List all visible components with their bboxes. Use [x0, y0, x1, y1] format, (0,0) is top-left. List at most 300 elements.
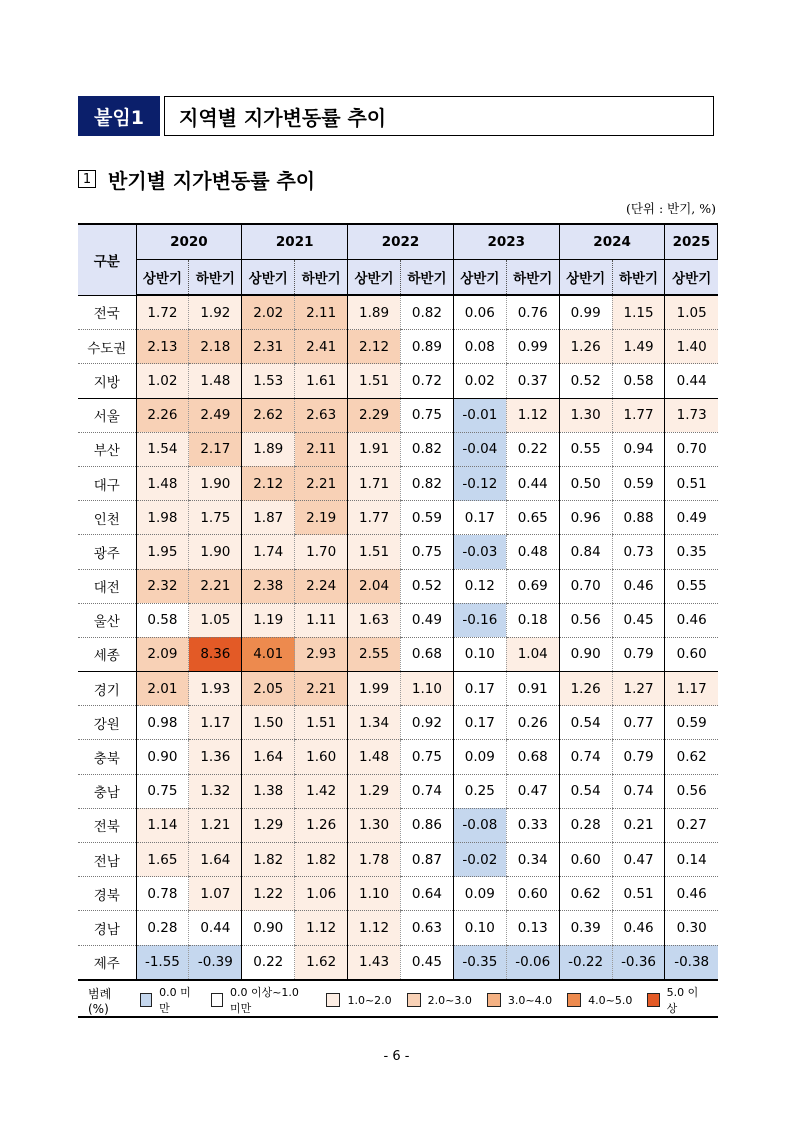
value-cell: 0.06: [453, 295, 506, 330]
value-cell: 1.49: [612, 330, 665, 364]
value-cell: 0.58: [136, 603, 189, 637]
value-cell: 0.37: [506, 364, 559, 398]
legend-item: [140, 984, 196, 1016]
value-cell: 1.51: [348, 364, 401, 398]
value-cell: 0.17: [453, 672, 506, 706]
value-cell: -0.12: [453, 466, 506, 500]
region-cell: 인천: [78, 501, 136, 535]
half-header: 상반기: [136, 260, 189, 296]
value-cell: 1.34: [348, 706, 401, 740]
value-cell: 2.21: [295, 672, 348, 706]
value-cell: 0.59: [665, 706, 718, 740]
year-header: 2025: [665, 224, 718, 260]
value-cell: 2.31: [242, 330, 295, 364]
value-cell: 2.26: [136, 398, 189, 432]
value-cell: 1.14: [136, 808, 189, 842]
year-header: 2023: [453, 224, 559, 260]
legend-label: 1.0~2.0: [347, 993, 392, 1007]
table-row: [78, 637, 718, 671]
value-cell: 1.07: [189, 877, 242, 911]
year-header-row: [78, 224, 718, 260]
value-cell: 1.75: [189, 501, 242, 535]
value-cell: 0.45: [612, 603, 665, 637]
value-cell: 0.78: [136, 877, 189, 911]
value-cell: 0.59: [612, 466, 665, 500]
legend: [78, 984, 718, 1018]
value-cell: 0.62: [559, 877, 612, 911]
value-cell: 0.74: [612, 774, 665, 808]
value-cell: 0.10: [453, 911, 506, 945]
value-cell: 1.64: [242, 740, 295, 774]
legend-item: [647, 984, 703, 1016]
value-cell: 2.21: [189, 569, 242, 603]
legend-items: [140, 984, 718, 1016]
value-cell: 0.75: [400, 535, 453, 569]
value-cell: 0.98: [136, 706, 189, 740]
value-cell: 1.21: [189, 808, 242, 842]
value-cell: 1.54: [136, 432, 189, 466]
value-cell: 0.88: [612, 501, 665, 535]
value-cell: 0.46: [665, 877, 718, 911]
half-header-row: [78, 260, 718, 296]
region-cell: 경북: [78, 877, 136, 911]
legend-swatch: [326, 993, 340, 1007]
table-row: [78, 501, 718, 535]
value-cell: -1.55: [136, 945, 189, 980]
value-cell: 2.41: [295, 330, 348, 364]
table-row: [78, 364, 718, 398]
value-cell: 1.72: [136, 295, 189, 330]
value-cell: -0.22: [559, 945, 612, 980]
value-cell: 1.70: [295, 535, 348, 569]
region-cell: 울산: [78, 603, 136, 637]
value-cell: 1.26: [559, 672, 612, 706]
value-cell: 1.65: [136, 843, 189, 877]
legend-item: [567, 993, 632, 1007]
value-cell: 0.17: [453, 501, 506, 535]
value-cell: 0.35: [665, 535, 718, 569]
table-row: [78, 295, 718, 330]
table-row: [78, 569, 718, 603]
value-cell: 1.51: [295, 706, 348, 740]
value-cell: 1.12: [506, 398, 559, 432]
table-row: [78, 603, 718, 637]
value-cell: 0.17: [453, 706, 506, 740]
half-header: 하반기: [295, 260, 348, 296]
value-cell: 1.93: [189, 672, 242, 706]
region-cell: 세종: [78, 637, 136, 671]
value-cell: 0.28: [559, 808, 612, 842]
value-cell: 0.30: [665, 911, 718, 945]
value-cell: 1.82: [242, 843, 295, 877]
region-cell: 부산: [78, 432, 136, 466]
value-cell: 0.75: [136, 774, 189, 808]
value-cell: 1.53: [242, 364, 295, 398]
value-cell: 0.13: [506, 911, 559, 945]
year-header: 2020: [136, 224, 242, 260]
value-cell: 0.69: [506, 569, 559, 603]
value-cell: 0.18: [506, 603, 559, 637]
table-row: [78, 398, 718, 432]
value-cell: 2.93: [295, 637, 348, 671]
value-cell: -0.39: [189, 945, 242, 980]
region-cell: 광주: [78, 535, 136, 569]
value-cell: 0.82: [400, 466, 453, 500]
table-row: [78, 672, 718, 706]
legend-label: 4.0~5.0: [588, 993, 633, 1007]
table-row: [78, 774, 718, 808]
legend-swatch: [567, 993, 581, 1007]
value-cell: 0.52: [559, 364, 612, 398]
value-cell: 0.74: [559, 740, 612, 774]
value-cell: 1.77: [348, 501, 401, 535]
value-cell: 0.91: [506, 672, 559, 706]
value-cell: -0.06: [506, 945, 559, 980]
value-cell: 1.10: [400, 672, 453, 706]
value-cell: 0.96: [559, 501, 612, 535]
value-cell: 0.28: [136, 911, 189, 945]
value-cell: 2.02: [242, 295, 295, 330]
value-cell: 0.64: [400, 877, 453, 911]
value-cell: 2.13: [136, 330, 189, 364]
legend-item: [407, 993, 472, 1007]
value-cell: 1.95: [136, 535, 189, 569]
value-cell: 1.22: [242, 877, 295, 911]
value-cell: -0.03: [453, 535, 506, 569]
value-cell: -0.04: [453, 432, 506, 466]
value-cell: 1.05: [189, 603, 242, 637]
value-cell: 0.33: [506, 808, 559, 842]
legend-label: 0.0 이상~1.0 미만: [229, 986, 299, 1015]
value-cell: 0.82: [400, 295, 453, 330]
value-cell: 0.68: [400, 637, 453, 671]
value-cell: 2.11: [295, 295, 348, 330]
value-cell: -0.02: [453, 843, 506, 877]
value-cell: 2.12: [242, 466, 295, 500]
value-cell: 0.47: [506, 774, 559, 808]
table-row: [78, 466, 718, 500]
legend-swatch: [140, 993, 152, 1007]
year-header: 2021: [242, 224, 348, 260]
region-cell: 전국: [78, 295, 136, 330]
value-cell: 1.90: [189, 466, 242, 500]
value-cell: 0.72: [400, 364, 453, 398]
value-cell: 1.26: [559, 330, 612, 364]
value-cell: 0.82: [400, 432, 453, 466]
legend-label: 0.0 미만: [159, 986, 191, 1015]
value-cell: 2.32: [136, 569, 189, 603]
half-header: 하반기: [506, 260, 559, 296]
value-cell: 1.11: [295, 603, 348, 637]
legend-item: [211, 984, 312, 1016]
value-cell: -0.38: [665, 945, 718, 980]
value-cell: 1.92: [189, 295, 242, 330]
value-cell: 0.70: [665, 432, 718, 466]
value-cell: 1.89: [242, 432, 295, 466]
value-cell: 1.27: [612, 672, 665, 706]
value-cell: 2.12: [348, 330, 401, 364]
value-cell: 0.08: [453, 330, 506, 364]
value-cell: 0.54: [559, 706, 612, 740]
value-cell: 0.84: [559, 535, 612, 569]
half-header: 상반기: [559, 260, 612, 296]
value-cell: 0.60: [506, 877, 559, 911]
value-cell: 0.86: [400, 808, 453, 842]
value-cell: 0.73: [612, 535, 665, 569]
value-cell: -0.08: [453, 808, 506, 842]
value-cell: 2.29: [348, 398, 401, 432]
region-cell: 강원: [78, 706, 136, 740]
value-cell: 1.15: [612, 295, 665, 330]
value-cell: 0.14: [665, 843, 718, 877]
region-cell: 수도권: [78, 330, 136, 364]
table-row: [78, 535, 718, 569]
value-cell: 0.46: [665, 603, 718, 637]
value-cell: 2.55: [348, 637, 401, 671]
value-cell: 2.62: [242, 398, 295, 432]
value-cell: 0.94: [612, 432, 665, 466]
half-header: 상반기: [665, 260, 718, 296]
value-cell: 1.32: [189, 774, 242, 808]
value-cell: 2.38: [242, 569, 295, 603]
value-cell: 0.70: [559, 569, 612, 603]
land-price-table: [78, 223, 718, 981]
value-cell: 0.56: [665, 774, 718, 808]
value-cell: 1.04: [506, 637, 559, 671]
table-row: [78, 740, 718, 774]
value-cell: 0.74: [400, 774, 453, 808]
value-cell: 1.12: [295, 911, 348, 945]
table-row: [78, 945, 718, 980]
section-title: 반기별 지가변동률 추이: [108, 168, 316, 193]
value-cell: 1.90: [189, 535, 242, 569]
value-cell: 1.89: [348, 295, 401, 330]
value-cell: 1.99: [348, 672, 401, 706]
value-cell: 0.90: [136, 740, 189, 774]
value-cell: 0.12: [453, 569, 506, 603]
appendix-header: [78, 96, 714, 136]
value-cell: 1.73: [665, 398, 718, 432]
value-cell: 1.40: [665, 330, 718, 364]
value-cell: 0.26: [506, 706, 559, 740]
half-header: 하반기: [189, 260, 242, 296]
value-cell: 0.68: [506, 740, 559, 774]
value-cell: 0.45: [400, 945, 453, 980]
value-cell: 0.49: [400, 603, 453, 637]
value-cell: 0.92: [400, 706, 453, 740]
value-cell: 0.10: [453, 637, 506, 671]
value-cell: -0.16: [453, 603, 506, 637]
value-cell: 0.22: [506, 432, 559, 466]
legend-swatch: [407, 993, 421, 1007]
value-cell: 1.63: [348, 603, 401, 637]
value-cell: 1.29: [242, 808, 295, 842]
value-cell: 0.90: [559, 637, 612, 671]
value-cell: 0.27: [665, 808, 718, 842]
value-cell: 0.54: [559, 774, 612, 808]
value-cell: 1.62: [295, 945, 348, 980]
region-cell: 대구: [78, 466, 136, 500]
value-cell: 0.59: [400, 501, 453, 535]
legend-swatch: [487, 993, 501, 1007]
half-header: 상반기: [242, 260, 295, 296]
value-cell: 0.51: [612, 877, 665, 911]
region-cell: 전북: [78, 808, 136, 842]
value-cell: 0.55: [665, 569, 718, 603]
value-cell: 0.60: [665, 637, 718, 671]
value-cell: 1.60: [295, 740, 348, 774]
half-header: 상반기: [453, 260, 506, 296]
value-cell: 0.22: [242, 945, 295, 980]
value-cell: 1.29: [348, 774, 401, 808]
value-cell: 1.87: [242, 501, 295, 535]
region-header: 구분: [78, 224, 136, 295]
value-cell: 1.82: [295, 843, 348, 877]
value-cell: 0.75: [400, 398, 453, 432]
value-cell: 2.04: [348, 569, 401, 603]
legend-swatch: [647, 993, 659, 1007]
value-cell: 1.71: [348, 466, 401, 500]
page-number: - 6 -: [383, 1049, 410, 1064]
value-cell: 2.21: [295, 466, 348, 500]
value-cell: 1.42: [295, 774, 348, 808]
legend-swatch: [211, 993, 223, 1007]
value-cell: 0.76: [506, 295, 559, 330]
table-row: [78, 843, 718, 877]
value-cell: 1.38: [242, 774, 295, 808]
value-cell: 0.48: [506, 535, 559, 569]
value-cell: 1.50: [242, 706, 295, 740]
value-cell: 2.11: [295, 432, 348, 466]
half-header: 상반기: [348, 260, 401, 296]
value-cell: -0.36: [612, 945, 665, 980]
table-row: [78, 877, 718, 911]
region-cell: 제주: [78, 945, 136, 980]
table-row: [78, 330, 718, 364]
section-number: 1: [78, 170, 96, 188]
value-cell: 0.75: [400, 740, 453, 774]
value-cell: 0.46: [612, 911, 665, 945]
value-cell: 1.17: [665, 672, 718, 706]
value-cell: 0.60: [559, 843, 612, 877]
value-cell: 0.99: [559, 295, 612, 330]
value-cell: 2.24: [295, 569, 348, 603]
value-cell: 0.46: [612, 569, 665, 603]
appendix-title: 지역별 지가변동률 추이: [164, 96, 714, 136]
value-cell: 1.43: [348, 945, 401, 980]
year-header: 2022: [348, 224, 454, 260]
region-cell: 전남: [78, 843, 136, 877]
value-cell: 0.58: [612, 364, 665, 398]
value-cell: 2.05: [242, 672, 295, 706]
table-body: [78, 295, 718, 980]
value-cell: 1.91: [348, 432, 401, 466]
value-cell: 0.02: [453, 364, 506, 398]
value-cell: 0.90: [242, 911, 295, 945]
value-cell: 0.44: [189, 911, 242, 945]
value-cell: 1.06: [295, 877, 348, 911]
value-cell: 2.63: [295, 398, 348, 432]
value-cell: 1.48: [348, 740, 401, 774]
region-cell: 지방: [78, 364, 136, 398]
table-row: [78, 706, 718, 740]
legend-label: 5.0 이상: [666, 986, 699, 1015]
value-cell: 0.56: [559, 603, 612, 637]
value-cell: 0.34: [506, 843, 559, 877]
value-cell: 0.25: [453, 774, 506, 808]
region-cell: 경기: [78, 672, 136, 706]
value-cell: 1.17: [189, 706, 242, 740]
value-cell: 1.30: [348, 808, 401, 842]
unit-note: (단위 : 반기, %): [625, 201, 716, 216]
value-cell: 0.87: [400, 843, 453, 877]
legend-item: [326, 993, 391, 1007]
value-cell: 0.50: [559, 466, 612, 500]
value-cell: 1.30: [559, 398, 612, 432]
value-cell: 1.74: [242, 535, 295, 569]
value-cell: -0.35: [453, 945, 506, 980]
value-cell: 0.39: [559, 911, 612, 945]
value-cell: 0.51: [665, 466, 718, 500]
table-row: [78, 911, 718, 945]
value-cell: 0.79: [612, 637, 665, 671]
value-cell: 0.79: [612, 740, 665, 774]
year-header: 2024: [559, 224, 665, 260]
value-cell: 2.09: [136, 637, 189, 671]
value-cell: 1.05: [665, 295, 718, 330]
value-cell: 0.65: [506, 501, 559, 535]
value-cell: 1.02: [136, 364, 189, 398]
value-cell: 0.89: [400, 330, 453, 364]
value-cell: 0.09: [453, 740, 506, 774]
value-cell: 1.48: [136, 466, 189, 500]
value-cell: 1.12: [348, 911, 401, 945]
legend-title: 범례(%): [88, 986, 112, 1016]
table-row: [78, 432, 718, 466]
value-cell: 2.18: [189, 330, 242, 364]
region-cell: 충남: [78, 774, 136, 808]
value-cell: 2.17: [189, 432, 242, 466]
value-cell: 2.49: [189, 398, 242, 432]
value-cell: 1.26: [295, 808, 348, 842]
value-cell: -0.01: [453, 398, 506, 432]
value-cell: 1.51: [348, 535, 401, 569]
value-cell: 0.77: [612, 706, 665, 740]
half-header: 하반기: [612, 260, 665, 296]
value-cell: 0.47: [612, 843, 665, 877]
value-cell: 2.19: [295, 501, 348, 535]
value-cell: 1.48: [189, 364, 242, 398]
value-cell: 0.52: [400, 569, 453, 603]
value-cell: 1.19: [242, 603, 295, 637]
region-cell: 서울: [78, 398, 136, 432]
value-cell: 0.63: [400, 911, 453, 945]
half-header: 하반기: [400, 260, 453, 296]
legend-item: [487, 993, 552, 1007]
value-cell: 1.98: [136, 501, 189, 535]
legend-label: 3.0~4.0: [507, 993, 553, 1007]
region-cell: 충북: [78, 740, 136, 774]
value-cell: 0.09: [453, 877, 506, 911]
value-cell: 0.21: [612, 808, 665, 842]
region-cell: 대전: [78, 569, 136, 603]
value-cell: 1.36: [189, 740, 242, 774]
value-cell: 1.61: [295, 364, 348, 398]
value-cell: 0.62: [665, 740, 718, 774]
value-cell: 1.10: [348, 877, 401, 911]
table-row: [78, 808, 718, 842]
value-cell: 0.99: [506, 330, 559, 364]
